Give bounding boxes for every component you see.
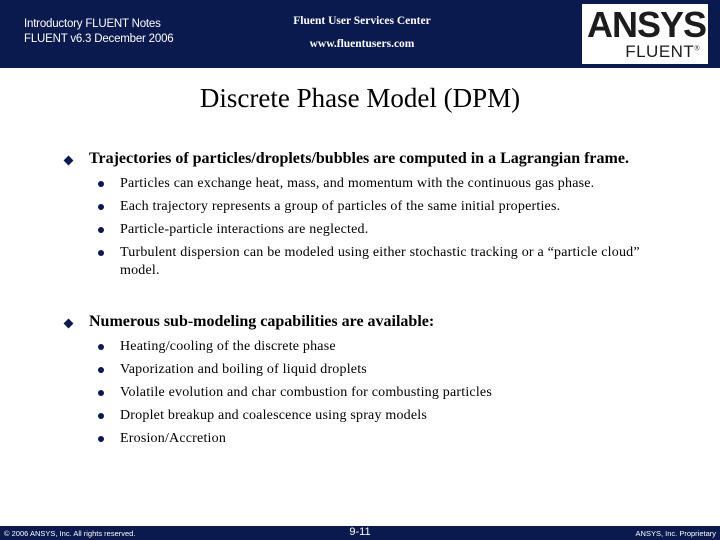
sub-bullet-dot-icon bbox=[98, 181, 104, 187]
services-center-name: Fluent User Services Center bbox=[293, 15, 431, 27]
sub-bullet-dot-icon bbox=[98, 367, 104, 373]
sub-bullet-dot-icon bbox=[98, 250, 104, 256]
services-center-url: www.fluentusers.com bbox=[309, 38, 415, 50]
logo-brand-text: ANSYS bbox=[587, 4, 707, 45]
slide-title: Discrete Phase Model (DPM) bbox=[199, 83, 521, 113]
sub-bullet-text: Particle-particle interactions are neglected. bbox=[120, 222, 369, 237]
logo-registered-mark: ® bbox=[694, 45, 700, 53]
sub-bullet-dot-icon bbox=[98, 204, 104, 210]
logo-product-text bbox=[625, 42, 700, 62]
sub-bullet-dot-icon bbox=[98, 227, 104, 233]
sub-bullet-text: Erosion/Accretion bbox=[120, 431, 227, 446]
page-number: 9-11 bbox=[349, 526, 371, 538]
ansys-fluent-logo bbox=[582, 4, 708, 64]
bullet-diamond-icon bbox=[64, 319, 74, 329]
copyright-text: © 2006 ANSYS, Inc. All rights reserved. bbox=[4, 529, 136, 538]
sub-bullet-text: Heating/cooling of the discrete phase bbox=[120, 339, 336, 354]
sub-bullet-text: Turbulent dispersion can be modeled using either stochastic tracking or a “particle cloud” model. bbox=[120, 245, 640, 278]
slide-header bbox=[0, 0, 720, 68]
sub-bullet-dot-icon bbox=[98, 413, 104, 419]
sub-bullet-text: Each trajectory represents a group of particles of the same initial properties. bbox=[120, 199, 561, 214]
sub-bullet-dot-icon bbox=[98, 344, 104, 350]
sub-bullet-text: Particles can exchange heat, mass, and momentum with the continuous gas phase. bbox=[120, 176, 595, 191]
logo-product: FLUENT bbox=[625, 42, 695, 61]
sub-bullet-text: Volatile evolution and char combustion for combusting particles bbox=[120, 385, 492, 400]
proprietary-text: ANSYS, Inc. Proprietary bbox=[635, 529, 716, 538]
sub-bullet-dot-icon bbox=[98, 436, 104, 442]
course-notes-label bbox=[24, 17, 173, 47]
main-bullet-text: Numerous sub-modeling capabilities are available: bbox=[89, 313, 435, 330]
bullet-diamond-icon bbox=[64, 156, 74, 166]
sub-bullet-dot-icon bbox=[98, 390, 104, 396]
sub-bullet-text: Droplet breakup and coalescence using spray models bbox=[120, 408, 428, 423]
main-bullet-text: Trajectories of particles/droplets/bubbles are computed in a Lagrangian frame. bbox=[89, 150, 629, 167]
slide-footer bbox=[0, 526, 720, 540]
notes-title: Introductory FLUENT Notes bbox=[24, 18, 161, 30]
sub-bullet-text: Vaporization and boiling of liquid droplets bbox=[120, 362, 367, 377]
notes-version: FLUENT v6.3 December 2006 bbox=[24, 33, 174, 45]
